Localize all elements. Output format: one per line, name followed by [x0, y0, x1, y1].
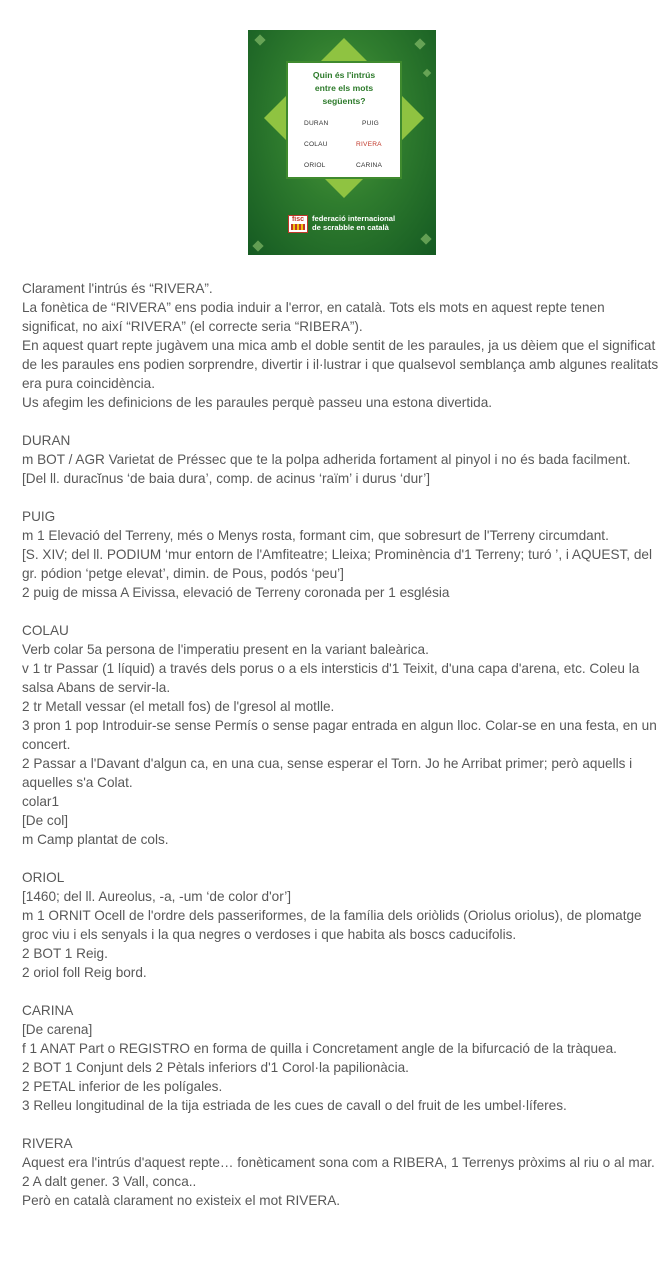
fisc-logo-text: federació internacional de scrabble en català	[312, 214, 396, 232]
definition-line: 2 oriol foll Reig bord.	[22, 965, 147, 980]
word-option: PUIG	[362, 120, 379, 127]
definition-heading: RIVERA	[22, 1136, 73, 1151]
intro-paragraph: La fonètica de “RIVERA” ens podia induir a l'error, en català. Tots els mots en aquest repte tenen significat, no així “RIVERA” (el correcte seria “RIBERA”).	[22, 300, 605, 334]
definition-line: [S. XIV; del ll. PODIUM ‘mur entorn de l'Amfiteatre; Lleixa; Prominència d'1 Terreny; turó ’, i AQUEST, del gr. pódion ‘petge elevat’, dimin. de Pous, podós ‘peu’]	[22, 547, 652, 581]
question-text: Quin és l'intrús entre els mots següents?	[312, 70, 376, 106]
definition-line: 3 Relleu longitudinal de la tija estriada de les cues de cavall o del fruit de les umbel·líferes.	[22, 1098, 567, 1113]
word-option: ORIOL	[304, 162, 326, 169]
definition-line: [Del ll. duracĭnus ‘de baia dura’, comp. de acinus ‘raïm’ i durus ‘dur’]	[22, 471, 431, 486]
definition-heading: CARINA	[22, 1003, 74, 1018]
definition-line: f 1 ANAT Part o REGISTRO en forma de quilla i Concretament angle de la bifurcació de la tràquea.	[22, 1041, 617, 1056]
fisc-logo	[288, 215, 428, 237]
definition-heading: DURAN	[22, 433, 71, 448]
question-card	[286, 61, 402, 179]
definition-line: 2 BOT 1 Reig.	[22, 946, 108, 961]
word-option: COLAU	[304, 141, 328, 148]
intro-paragraph: En aquest quart repte jugàvem una mica amb el doble sentit de les paraules, ja us dèiem que el significat de les paraules ens podien sorprendre, divertir i il·lustrar i que qualsevol semblança amb algunes realitats era pura coincidència.	[22, 338, 659, 391]
definition-rivera	[22, 1134, 662, 1210]
definition-line: [De carena]	[22, 1022, 93, 1037]
definition-duran	[22, 431, 662, 488]
definition-heading: COLAU	[22, 623, 69, 638]
definition-line: m 1 Elevació del Terreny, més o Menys rosta, formant cim, que sobresurt de l'Terreny circumdant.	[22, 528, 609, 543]
definition-line: v 1 tr Passar (1 líquid) a través dels porus o a els intersticis d'1 Teixit, d'una capa d'arena, etc. Coleu la salsa Abans de servir-la.	[22, 661, 640, 695]
definition-line: [De col]	[22, 813, 69, 828]
definition-line: 2 puig de missa A Eivissa, elevació de Terreny coronada per 1 església	[22, 585, 450, 600]
word-option-highlighted: RIVERA	[356, 141, 382, 148]
intro-paragraph: Us afegim les definicions de les paraules perquè passeu una estona divertida.	[22, 395, 493, 410]
word-option: CARINA	[356, 162, 383, 169]
definition-colau	[22, 621, 662, 849]
definition-line: Verb colar 5a persona de l'imperatiu present en la variant baleàrica.	[22, 642, 429, 657]
definition-line: 2 PETAL inferior de les polígales.	[22, 1079, 223, 1094]
intro-paragraph: Clarament l'intrús és “RIVERA”.	[22, 281, 213, 296]
definition-line: 2 tr Metall vessar (el metall fos) de l'gresol al motlle.	[22, 699, 335, 714]
definition-line: m Camp plantat de cols.	[22, 832, 169, 847]
definition-line: 2 Passar a l'Davant d'algun ca, en una cua, sense esperar el Torn. Jo he Arribat primer; però aquells i aquelles s'a Colat.	[22, 756, 633, 790]
definition-line: colar1	[22, 794, 60, 809]
word-option: DURAN	[304, 120, 329, 127]
article-body	[22, 279, 662, 1210]
definition-line: Aquest era l'intrús d'aquest repte… fonèticament sona com a RIBERA, 1 Terrenys pròxims al riu o al mar. 2 A dalt gener. 3 Vall, conca..	[22, 1155, 655, 1189]
quiz-banner-image	[248, 30, 436, 255]
definition-heading: PUIG	[22, 509, 56, 524]
definition-line: Però en català clarament no existeix el mot RIVERA.	[22, 1193, 341, 1208]
fisc-logo-mark: fisc	[288, 215, 308, 233]
definition-line: 2 BOT 1 Conjunt dels 2 Pètals inferiors d'1 Corol·la papilionàcia.	[22, 1060, 409, 1075]
definition-line: m BOT / AGR Varietat de Préssec que te la polpa adherida fortament al pinyol i no és bada facilment.	[22, 452, 631, 467]
definition-puig	[22, 507, 662, 602]
definition-heading: ORIOL	[22, 870, 65, 885]
definition-line: m 1 ORNIT Ocell de l'ordre dels passeriformes, de la família dels oriòlids (Oriolus oriolus), de plomatge groc viu i els senyals i la qua negres o verdoses i que habita als boscs caducifolis.	[22, 908, 642, 942]
definition-line: 3 pron 1 pop Introduir-se sense Permís o sense pagar entrada en algun lloc. Colar-se en una festa, en un concert.	[22, 718, 657, 752]
definition-oriol	[22, 868, 662, 982]
definition-line: [1460; del ll. Aureolus, -a, -um ‘de color d'or’]	[22, 889, 292, 904]
intro-section	[22, 279, 662, 412]
definition-carina	[22, 1001, 662, 1115]
